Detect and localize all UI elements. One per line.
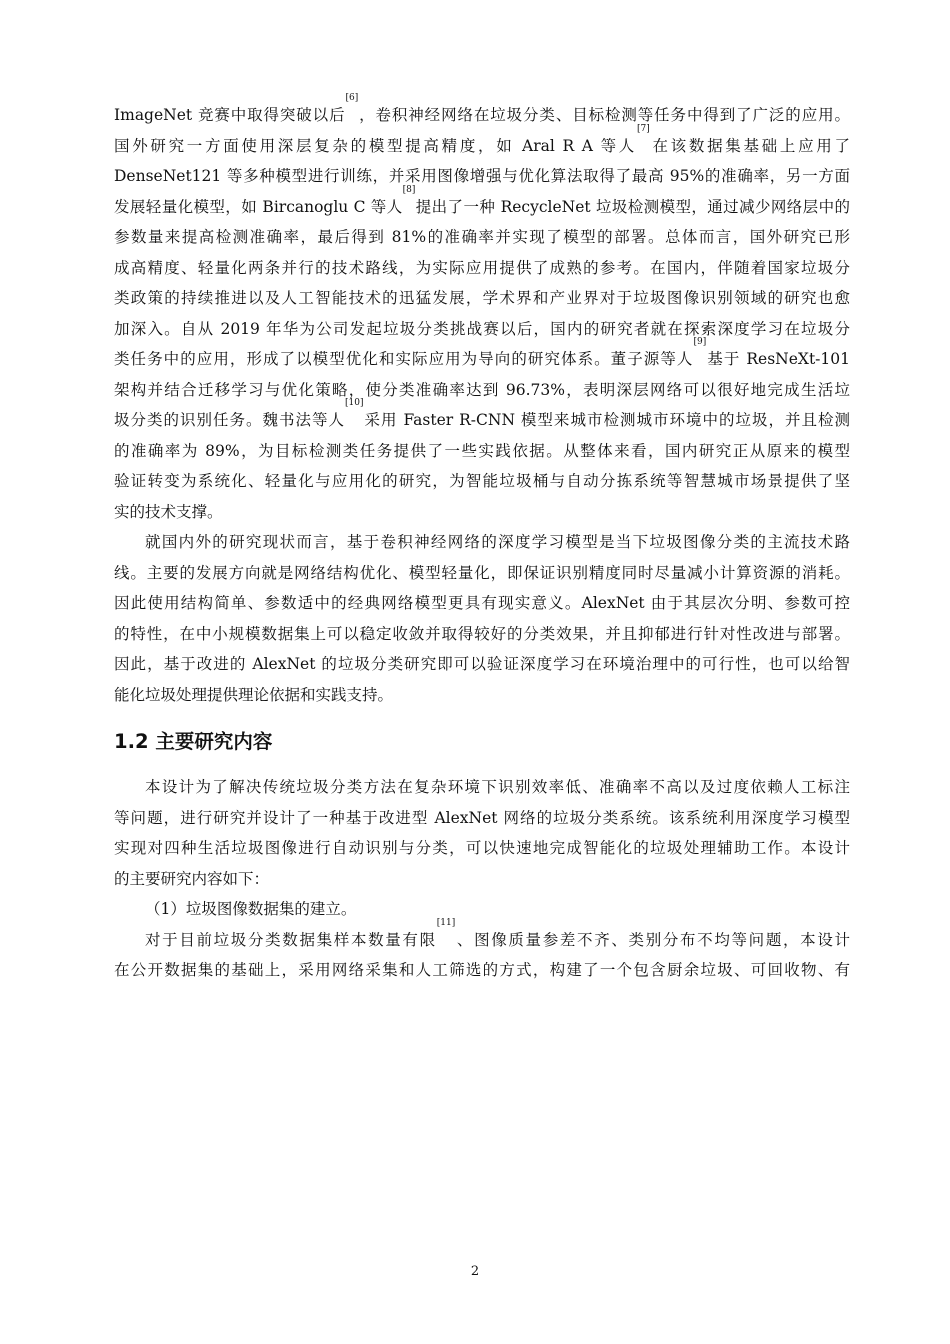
- citation: [7]: [637, 123, 650, 134]
- text-line: 参数量来提高检测准确率，最后得到 81%的准确率并实现了模型的部署。总体而言，国外研究已形: [114, 228, 850, 246]
- list-item-label: （1）垃圾图像数据集的建立。: [145, 900, 357, 918]
- paragraph-dataset: [114, 917, 850, 986]
- citation: [11]: [436, 917, 456, 928]
- text-line: 因此，基于改进的 AlexNet 的垃圾分类研究即可以验证深度学习在环境治理中的可行性，也可以给智: [114, 655, 850, 673]
- paragraph-research-status-2: [114, 527, 850, 710]
- text-line: 类政策的持续推进以及人工智能技术的迅猛发展，学术界和产业界对于垃圾图像识别领域的研究也愈: [114, 289, 850, 307]
- citation: [10]: [345, 398, 364, 408]
- page-number: 2: [470, 1264, 480, 1279]
- text-line: 的特性，在中小规模数据集上可以稳定收敛并取得较好的分类效果，并且抑郁进行针对性改进与部署。: [114, 624, 850, 643]
- text-line: ImageNet 竞赛中取得突破以后[6]，卷积神经网络在垃圾分类、目标检测等任务中得到了广泛的应用。: [114, 93, 850, 124]
- text-line: 国外研究一方面使用深层复杂的模型提高精度，如 Aral R A 等人[7]在该数据集基础上应用了: [114, 123, 850, 155]
- text-line: 的准确率为 89%，为目标检测类任务提供了一些实践依据。从整体来看，国内研究正从原来的模型: [114, 441, 850, 460]
- paragraph-research-status-1: [114, 93, 850, 527]
- text-line: 架构并结合迁移学习与优化策略，使分类准确率达到 96.73%，表明深层网络可以很好地完成生活垃: [114, 380, 850, 399]
- citation: [9]: [693, 337, 707, 347]
- text-line: 加深入。自从 2019 年华为公司发起垃圾分类挑战赛以后，国内的研究者就在探索深度学习在垃圾分: [114, 319, 850, 338]
- document-body: [114, 93, 850, 986]
- text-line: 实的技术支撑。: [114, 502, 223, 521]
- text-line: 验证转变为系统化、轻量化与应用化的研究，为智能垃圾桶与自动分拣系统等智慧城市场景提供了坚: [114, 472, 850, 490]
- paragraph-main-content: [114, 772, 850, 894]
- text-line: 能化垃圾处理提供理论依据和实践支持。: [114, 685, 394, 704]
- text-line: 本设计为了解决传统垃圾分类方法在复杂环境下识别效率低、准确率不高以及过度依赖人工标注: [145, 778, 850, 796]
- citation: [8]: [402, 184, 416, 195]
- section-heading: 1.2 主要研究内容: [114, 730, 273, 753]
- text-line: 对于目前垃圾分类数据集样本数量有限[11]、图像质量参差不齐、类别分布不均等问题，本设计: [145, 917, 850, 949]
- citation: [6]: [345, 93, 359, 103]
- text-line: 圾分类的识别任务。魏书法等人[10]采用 Faster R-CNN 模型来城市检测城市环境中的垃圾，并且检测: [114, 398, 850, 429]
- text-line: 就国内外的研究现状而言，基于卷积神经网络的深度学习模型是当下垃圾图像分类的主流技术路: [145, 533, 850, 551]
- text-line: 发展轻量化模型，如 Bircanoglu C 等人[8]提出了一种 RecycleNet 垃圾检测模型，通过减少网络层中的: [114, 184, 850, 216]
- text-line: 线。主要的发展方向就是网络结构优化、模型轻量化，即保证识别精度同时尽量减小计算资源的消耗。: [114, 563, 850, 582]
- text-line: 实现对四种生活垃圾图像进行自动识别与分类，可以快速地完成智能化的垃圾处理辅助工作。本设计: [114, 839, 850, 857]
- text-line: DenseNet121 等多种模型进行训练，并采用图像增强与优化算法取得了最高 95%的准确率，另一方面: [114, 167, 850, 185]
- text-line: 等问题，进行研究并设计了一种基于改进型 AlexNet 网络的垃圾分类系统。该系统利用深度学习模型: [114, 808, 850, 827]
- text-line: 类任务中的应用，形成了以模型优化和实际应用为导向的研究体系。董子源等人[9]基于 ResNeXt-101: [114, 337, 850, 368]
- text-line: 的主要研究内容如下：: [114, 869, 270, 888]
- text-line: 成高精度、轻量化两条并行的技术路线，为实际应用提供了成熟的参考。在国内，伴随着国家垃圾分: [114, 258, 850, 277]
- list-item-dataset: [114, 894, 850, 925]
- text-line: 在公开数据集的基础上，采用网络采集和人工筛选的方式，构建了一个包含厨余垃圾、可回收物、有: [114, 961, 850, 979]
- text-line: 因此使用结构简单、参数适中的经典网络模型更具有现实意义。AlexNet 由于其层次分明、参数可控: [114, 594, 850, 612]
